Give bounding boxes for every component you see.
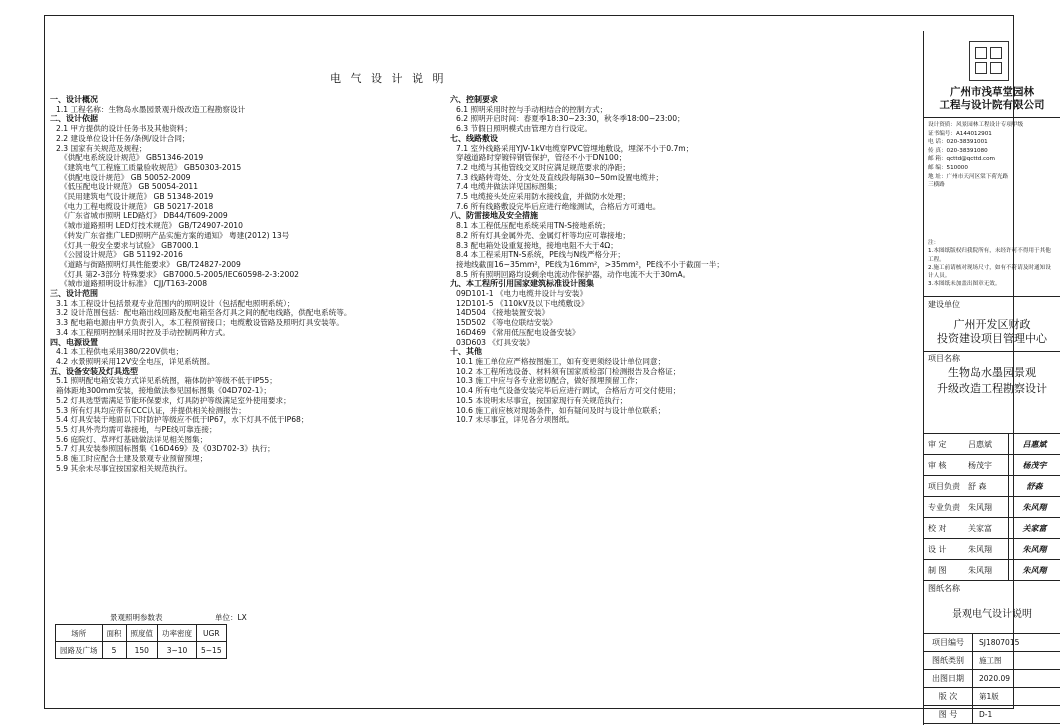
title-block [923, 31, 1059, 725]
spec-line: 10.6 施工前应核对现场条件，如有疑问及时与设计单位联系； [456, 405, 666, 415]
spec-line: 2.3 国家有关规范及规程； [56, 143, 147, 153]
signature-row: 审 定 吕惠斌 吕惠斌 [924, 434, 1060, 455]
spec-column-right [450, 95, 724, 425]
spec-line: 3.3 配电箱电源由甲方负责引入，本工程预留接口；电缆敷设管路及照明灯具安装等。 [56, 318, 344, 328]
spec-line: 10.2 本工程所选设备、材料须有国家质检部门检测报告及合格证； [456, 366, 681, 376]
spec-line: 7.3 线路转弯处、分支处及直线段每隔30~50m设置电缆井； [456, 172, 664, 182]
spec-line: 5.9 其余未尽事宜按国家相关规范执行。 [56, 463, 192, 473]
spec-column-left [50, 95, 351, 473]
section-heading: 八、防雷接地及安全措施 [450, 211, 538, 221]
signature-row: 项目负责 舒 森 舒森 [924, 476, 1060, 497]
spec-line: 8.4 本工程采用TN-S系统，PE线与N线严格分开； [456, 250, 625, 260]
signature-row: 专业负责 朱风翔 朱风翔 [924, 497, 1060, 518]
spec-line: 7.6 所有线路敷设完毕后应进行绝缘测试，合格后方可通电。 [456, 201, 661, 211]
section-heading: 九、本工程所引用国家建筑标准设计图集 [450, 279, 594, 289]
notes: 注： 1.本图纸版权归我院所有，未经许可不得用于其他工程。 2.施工前请核对现场尺寸，如有不符请及时通知设计人员。 3.本图纸未加盖出图章无效。 [928, 240, 1051, 288]
spec-line: 16D469 《常用低压配电设备安装》 [456, 327, 580, 337]
spec-line: 7.2 电缆与其他管线交叉时应满足规范要求的净距； [456, 162, 630, 172]
binding-margin [0, 0, 44, 724]
company-logo [969, 41, 1009, 81]
spec-line: 6.2 照明开启时间：春夏季18:30~23:30，秋冬季18:00~23:00； [456, 114, 685, 124]
drawing-label: 图纸名称 [928, 584, 960, 593]
spec-line: 《广东省城市照明 LED路灯》 DB44/T609-2009 [60, 211, 228, 221]
spec-line: 7.5 电缆接头处应采用防水接线盒，并做防水处理； [456, 192, 630, 202]
spec-line: 3.2 设计范围包括：配电箱出线回路及配电箱至各灯具之间的配电线路，供配电系统等。 [56, 308, 352, 318]
table-caption: 景观照明参数表 [110, 613, 163, 622]
spec-line: 10.3 施工中应与各专业密切配合，做好预埋预留工作； [456, 376, 643, 386]
section-heading: 四、电源设置 [50, 337, 98, 347]
drawing-name: 景观电气设计说明 [952, 609, 1032, 620]
spec-line: 5.1 照明配电箱安装方式详见系统图，箱体防护等级不低于IP55； [56, 376, 277, 386]
table-unit: 单位：LX [215, 613, 247, 622]
spec-line: 5.4 灯具安装于地面以下时防护等级应不低于IP67，水下灯具不低于IP68； [56, 415, 309, 425]
spec-line: 《低压配电设计规范》 GB 50054-2011 [60, 182, 199, 192]
spec-line: 3.4 本工程照明控制采用时控及手动控制两种方式。 [56, 327, 230, 337]
spec-line: 15D502 《等电位联结安装》 [456, 318, 557, 328]
company-name: 广州市浅草堂园林 工程与设计院有限公司 [939, 86, 1045, 111]
spec-line: 《公园设计规范》 GB 51192-2016 [60, 250, 183, 260]
signature-row: 校 对 关家富 关家富 [924, 518, 1060, 539]
document-title: 电 气 设 计 说 明 [330, 72, 447, 85]
spec-line: 12D101-5 《110kV及以下电缆敷设》 [456, 298, 589, 308]
spec-line: 《民用建筑电气设计规范》 GB 51348-2019 [60, 192, 214, 202]
spec-line: 《电力工程电缆设计规范》 GB 50217-2018 [60, 201, 214, 211]
spec-line: 2.2 建设单位设计任务/条例/设计合同； [56, 133, 190, 143]
spec-line: 8.1 本工程低压配电系统采用TN-S接地系统； [456, 221, 610, 231]
section-heading: 七、线路敷设 [450, 133, 498, 143]
spec-line: 5.2 灯具选型需满足节能环保要求，灯具防护等级满足室外使用要求； [56, 395, 291, 405]
contact-info: 设计资质：风景园林工程设计专项甲级 证书编号：A144012901 电 话：020-38391001 传 真：020-38391080 邮 箱：qcttd@qcttd.com 邮 编：510000 地 址：广州市天河区棠下荷光路 三横路 [928, 122, 1024, 189]
spec-line: 《城市道路照明设计标准》 CJJ/T163-2008 [60, 279, 208, 289]
spec-line: 5.8 施工时应配合土建及景观专业预留预埋； [56, 454, 208, 464]
spec-line: 《建筑电气工程施工质量验收规范》 GB50303-2015 [60, 162, 242, 172]
spec-line: 《灯具 第2-3部分 特殊要求》 GB7000.5-2005/IEC60598-2-3:2002 [60, 269, 299, 279]
owner-label: 建设单位 [928, 300, 960, 309]
spec-line: 10.1 施工单位应严格按图施工，如有变更须经设计单位同意； [456, 356, 666, 366]
spec-line: 14D504 《接地装置安装》 [456, 308, 550, 318]
spec-line: 10.5 本说明未尽事宜，按国家现行有关规范执行； [456, 395, 628, 405]
spec-line: 2.1 甲方提供的设计任务书及其他资料； [56, 124, 192, 134]
spec-line: 《供配电设计规范》 GB 50052-2009 [60, 172, 191, 182]
signature-row: 审 核 杨茂宇 杨茂宇 [924, 455, 1060, 476]
lighting-parameter-table: 场所 面积 照度值 功率密度 UGR 园路及广场 5 150 3~10 5~15 [55, 624, 227, 659]
spec-line: 接地线截面16~35mm²，PE线为16mm²，>35mm²，PE线不小于截面一半； [456, 259, 724, 269]
spec-line: 09D101-1 《电力电缆井设计与安装》 [456, 289, 588, 299]
spec-line: 6.1 照明采用时控与手动相结合的控制方式； [456, 104, 608, 114]
spec-line: 8.3 配电箱处设重复接地，接地电阻不大于4Ω； [456, 240, 618, 250]
spec-line: 1.1 工程名称：生物岛水墨园景观升级改造工程勘察设计 [56, 104, 246, 114]
section-heading: 五、设备安装及灯具选型 [50, 366, 138, 376]
spec-line: 5.3 所有灯具均应带有CCC认证，并提供相关检测报告； [56, 405, 246, 415]
section-heading: 二、设计依据 [50, 114, 98, 124]
spec-line: 03D603 《灯具安装》 [456, 337, 534, 347]
spec-line: 《城市道路照明 LED灯技术规范》 GB/T24907-2010 [60, 221, 243, 231]
signature-row: 制 图 朱风翔 朱风翔 [924, 560, 1060, 581]
spec-line: 4.1 本工程供电采用380/220V供电； [56, 347, 184, 357]
spec-line: 3.1 本工程设计包括景观专业范围内的照明设计（包括配电照明系统）； [56, 298, 295, 308]
spec-line: 5.7 灯具安装参照国标图集《16D469》及《03D702-3》执行； [56, 444, 275, 454]
spec-line: 箱体距地300mm安装，接地做法参见国标图集《04D702-1》； [56, 386, 271, 396]
owner-name: 广州开发区财政 投资建设项目管理中心 [937, 318, 1047, 345]
signature-table [924, 433, 1060, 581]
spec-line: 《灯具一般安全要求与试验》 GB7000.1 [60, 240, 199, 250]
spec-line: 7.1 室外线路采用YJV-1kV电缆穿PVC管埋地敷设，埋深不小于0.7m； [456, 143, 694, 153]
project-name: 生物岛水墨园景观 升级改造工程勘察设计 [937, 366, 1047, 395]
drawing-info-table: 项目编号 SJ1807015 图纸类别 施工图 出图日期 2020.09 版 次 第1版 图 号 D-1 [924, 633, 1060, 724]
spec-line: 10.7 未尽事宜，详见各分项图纸。 [456, 415, 575, 425]
section-heading: 六、控制要求 [450, 95, 498, 104]
spec-line: 5.5 灯具外壳均需可靠接地，与PE线可靠连接； [56, 424, 217, 434]
spec-line: 4.2 水景照明采用12V安全电压，详见系统图。 [56, 356, 215, 366]
spec-line: 6.3 节假日照明模式由管理方自行设定。 [456, 124, 592, 134]
signature-row: 设 计 朱风翔 朱风翔 [924, 539, 1060, 560]
spec-line: 8.5 所有照明回路均设剩余电流动作保护器，动作电流不大于30mA。 [456, 269, 691, 279]
spec-line: 《供配电系统设计规范》 GB51346-2019 [60, 153, 204, 163]
spec-line: 《转发广东省推广LED照明产品实施方案的通知》 粤建(2012) 13号 [60, 230, 290, 240]
section-heading: 十、其他 [450, 347, 482, 357]
spec-line: 8.2 所有灯具金属外壳、金属灯杆等均应可靠接地； [456, 230, 630, 240]
spec-line: 7.4 电缆井做法详见国标图集； [456, 182, 562, 192]
project-label: 项目名称 [928, 354, 960, 363]
spec-line: 10.4 所有电气设备安装完毕后应进行调试，合格后方可交付使用； [456, 386, 681, 396]
spec-line: 《道路与街路照明灯具性能要求》 GB/T24827-2009 [60, 259, 241, 269]
section-heading: 三、设计范围 [50, 289, 98, 299]
section-heading: 一、设计概况 [50, 95, 98, 104]
spec-line: 5.6 庭院灯、草坪灯基础做法详见相关图集； [56, 434, 208, 444]
spec-line: 穿越道路时穿镀锌钢管保护，管径不小于DN100； [456, 153, 627, 163]
